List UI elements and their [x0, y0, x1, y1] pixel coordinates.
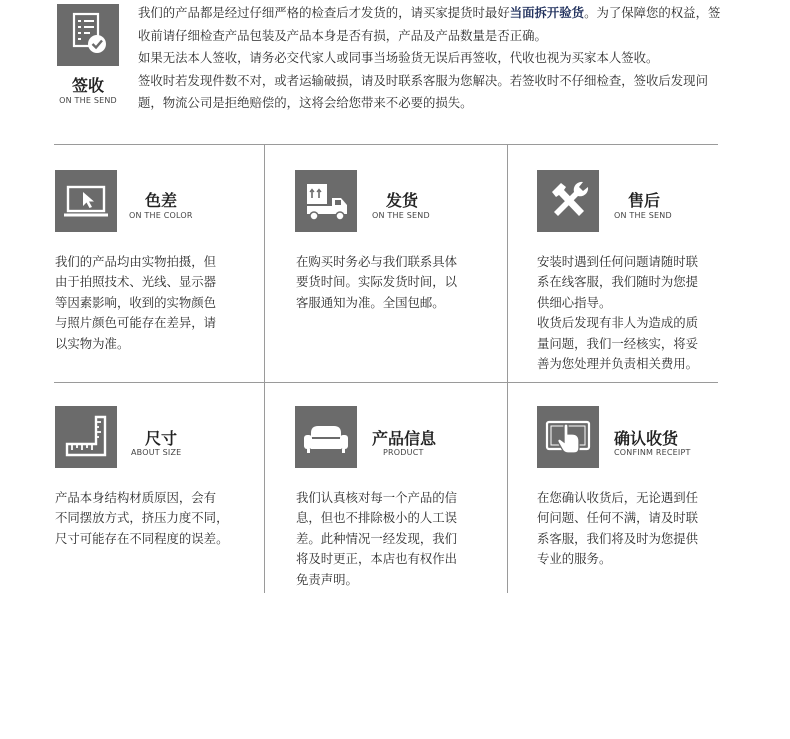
text-line: 在您确认收货后，无论遇到任 [537, 490, 699, 505]
cell-text-confirm-receipt [537, 488, 727, 570]
cell-text-after-sales [537, 252, 727, 374]
cell-title-product-info: 产品信息 [372, 429, 437, 448]
cell-title-size: 尺寸 [145, 429, 178, 448]
cell-text-shipping [296, 252, 501, 313]
text-line: 客服通知为准。全国包邮。 [296, 294, 445, 310]
top-description [138, 2, 728, 115]
delivery-truck-icon [295, 170, 357, 232]
text-line: 产品本身结构材质原因，会有 [55, 490, 217, 505]
ruler-icon [55, 406, 117, 468]
cell-title-after-sales: 售后 [628, 191, 661, 210]
text-line: 我们的产品均由实物拍摄，但 [55, 254, 217, 269]
text-line: 以实物为准。 [55, 335, 130, 351]
cell-text-product-info [296, 488, 501, 590]
text-line: 善为您处理并负责相关费用。 [537, 356, 699, 372]
text-line: 息，但也不排除极小的人工误 [296, 510, 458, 526]
text-line: 免责声明。 [296, 571, 358, 587]
top-para1-highlight: 当面拆开验货 [509, 5, 585, 20]
top-subtitle: ON THE SEND [59, 96, 117, 105]
cell-subtitle-product-info: PRODUCT [383, 448, 424, 457]
cell-subtitle-shipping: ON THE SEND [372, 211, 430, 220]
grid-divider-left [264, 145, 265, 593]
sofa-icon [295, 406, 357, 468]
text-line: 与照片颜色可能存在差异，请 [55, 315, 217, 331]
cell-text-color [55, 252, 255, 354]
text-line: 系客服，我们将及时为您提供 [537, 530, 699, 546]
cell-subtitle-size: ABOUT SIZE [131, 448, 182, 457]
cell-title-color: 色差 [145, 191, 178, 210]
text-line: 专业的服务。 [537, 551, 612, 567]
text-line: 量问题，我们一经核实，将妥 [537, 335, 699, 351]
grid-divider-middle [54, 382, 718, 383]
top-para1-after: 。为了保障您的权益，签收前请仔细检查产品包装及产品本身是否有损，产品及产品数量是否正确。 [138, 5, 721, 43]
text-line: 供细心指导。 [537, 294, 612, 310]
cell-subtitle-confirm-receipt: CONFINM RECEIPT [614, 448, 691, 457]
text-line: 收货后发现有非人为造成的质 [537, 315, 699, 331]
text-line: 何问题、任何不满，请及时联 [537, 510, 699, 526]
text-line: 差。此种情况一经发现，我们 [296, 530, 458, 546]
cell-title-shipping: 发货 [386, 191, 419, 210]
text-line: 要货时间。实际发货时间，以 [296, 274, 458, 290]
cell-title-confirm-receipt: 确认收货 [614, 429, 679, 448]
text-line: 尺寸可能存在不同程度的误差。 [55, 530, 229, 546]
top-para1-before: 我们的产品都是经过仔细严格的检查后才发货的，请买家提货时最好 [138, 5, 510, 20]
top-paragraph-1 [138, 2, 728, 47]
text-line: 不同摆放方式，挤压力度不同， [55, 510, 229, 526]
checklist-icon [57, 4, 119, 66]
touch-screen-icon [537, 406, 599, 468]
text-line: 安装时遇到任何问题请随时联 [537, 254, 699, 269]
text-line: 将及时更正，本店也有权作出 [296, 551, 458, 567]
tools-icon [537, 170, 599, 232]
text-line: 由于拍照技术、光线、显示器 [55, 274, 217, 290]
cell-text-size [55, 488, 260, 549]
monitor-cursor-icon [55, 170, 117, 232]
top-paragraph-2: 如果无法本人签收，请务必交代家人或同事当场验货无误后再签收，代收也视为买家本人签收。 [138, 50, 659, 66]
grid-divider-right [507, 145, 508, 593]
text-line: 我们认真核对每一个产品的信 [296, 490, 458, 505]
cell-subtitle-after-sales: ON THE SEND [614, 211, 672, 220]
top-paragraph-3: 签收时若发现件数不对，或者运输破损，请及时联系客服为您解决。若签收时不仔细检查，签收后发现问题，物流公司是拒绝赔偿的，这将会给您带来不必要的损失。 [138, 72, 708, 111]
text-line: 系在线客服，我们随时为您提 [537, 274, 699, 290]
grid-divider-top [54, 144, 718, 145]
text-line: 在购买时务必与我们联系具体 [296, 254, 458, 269]
top-title: 签收 [71, 76, 104, 95]
cell-subtitle-color: ON THE COLOR [129, 211, 193, 220]
text-line: 等因素影响，收到的实物颜色 [55, 294, 217, 310]
